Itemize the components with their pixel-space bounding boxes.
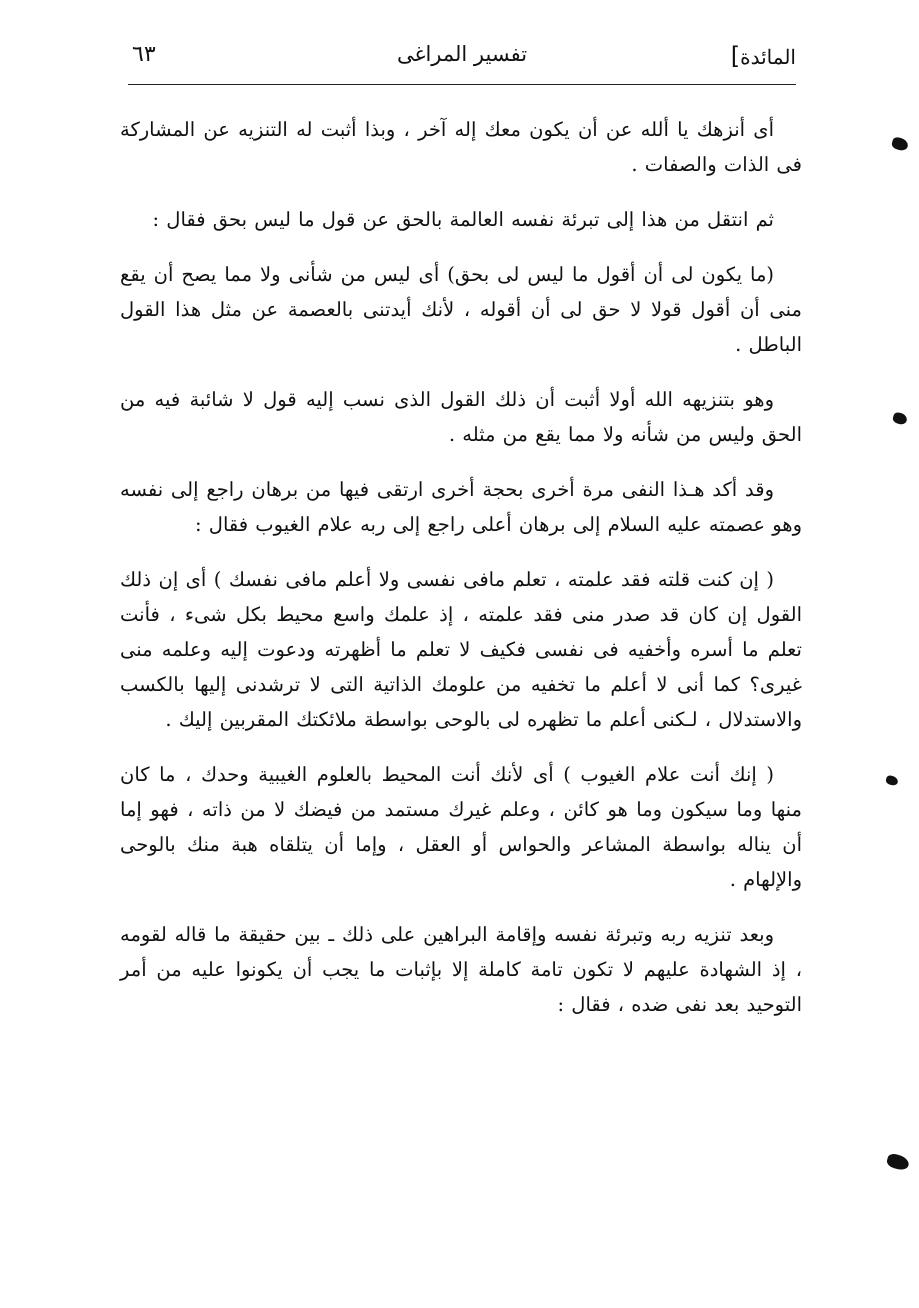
paragraph-2: ثم انتقل من هذا إلى تبرئة نفسه العالمة بالحق عن قول ما ليس بحق فقال : xyxy=(152,208,774,231)
page-header xyxy=(128,38,796,85)
scan-speck-mark xyxy=(891,136,910,152)
scan-speck-mark xyxy=(886,1152,911,1171)
paragraph-7: ( إنك أنت علام الغيوب ) أى لأنك أنت المحيط بالعلوم الغيبية وحدك ، ما كان منها وما سيكون وما هو كائن ، وعلم غيرك مستمد من فيضك لا من ذاته ، فهو إما أن يناله بواسطة المشاعر والحواس أو العقل ، وإما أن يتلقاه هبة منك بالوحى والإلهام . xyxy=(120,763,802,891)
paragraph-1: أى أنزهك يا ألله عن أن يكون معك إله آخر ، وبذا أثبت له التنزيه عن المشاركة فى الذات والصفات . xyxy=(120,118,802,176)
paragraph-8: وبعد تنزيه ربه وتبرئة نفسه وإقامة البراهين على ذلك ـ بين حقيقة ما قاله لقومه ، إذ الشهادة عليهم لا تكون تامة كاملة إلا بإثبات ما يجب أن يكونوا عليه من أمر التوحيد بعد نفى ضده ، فقال : xyxy=(120,923,802,1016)
surah-label: المائدة xyxy=(740,45,796,69)
paragraph-4: وهو بتنزيهه الله أولا أثبت أن ذلك القول الذى نسب إليه قول لا شائبة فيه من الحق وليس من شأنه ولا مما يقع من مثله . xyxy=(120,388,802,446)
paragraph-6: ( إن كنت قلته فقد علمته ، تعلم مافى نفسى ولا أعلم مافى نفسك ) أى إن ذلك القول إن كان قد صدر منى فقد علمته ، إذ علمك واسع محيط بكل شىء ، فأنت تعلم ما أسره وأخفيه فى نفسى فكيف لا تعلم ما أظهرته ودعوت إليه وعلمه منى غيرى؟ كما أنى لا أعلم ما تخفيه من علومك الذاتية التى لا ترشدنى إليها بالكسب والاستدلال ، لـكنى أعلم ما تظهره لى بالوحى بواسطة ملائكتك المقربين إليك . xyxy=(120,568,802,731)
book-title: تفسير المراغى xyxy=(396,42,528,66)
scan-speck-mark xyxy=(892,411,908,425)
page-number: ٦٣ xyxy=(132,42,156,67)
surah-name xyxy=(727,42,796,70)
paragraph-5: وقد أكد هـذا النفى مرة أخرى بحجة أخرى ارتقى فيها من برهان راجع إلى نفسه وهو عصمته عليه السلام إلى برهان أعلى راجع إلى ربه علام الغيوب فقال : xyxy=(120,478,802,536)
header-bracket: ] xyxy=(730,42,741,70)
paragraph-3: (ما يكون لى أن أقول ما ليس لى بحق) أى ليس من شأنى ولا مما يصح أن يقع منى أن أقول قولا لا حق لى أن أقوله ، لأنك أيدتنى بالعصمة عن مثل هذا القول الباطل . xyxy=(120,263,802,356)
scan-speck-mark xyxy=(885,775,899,787)
page-body xyxy=(120,112,802,1042)
